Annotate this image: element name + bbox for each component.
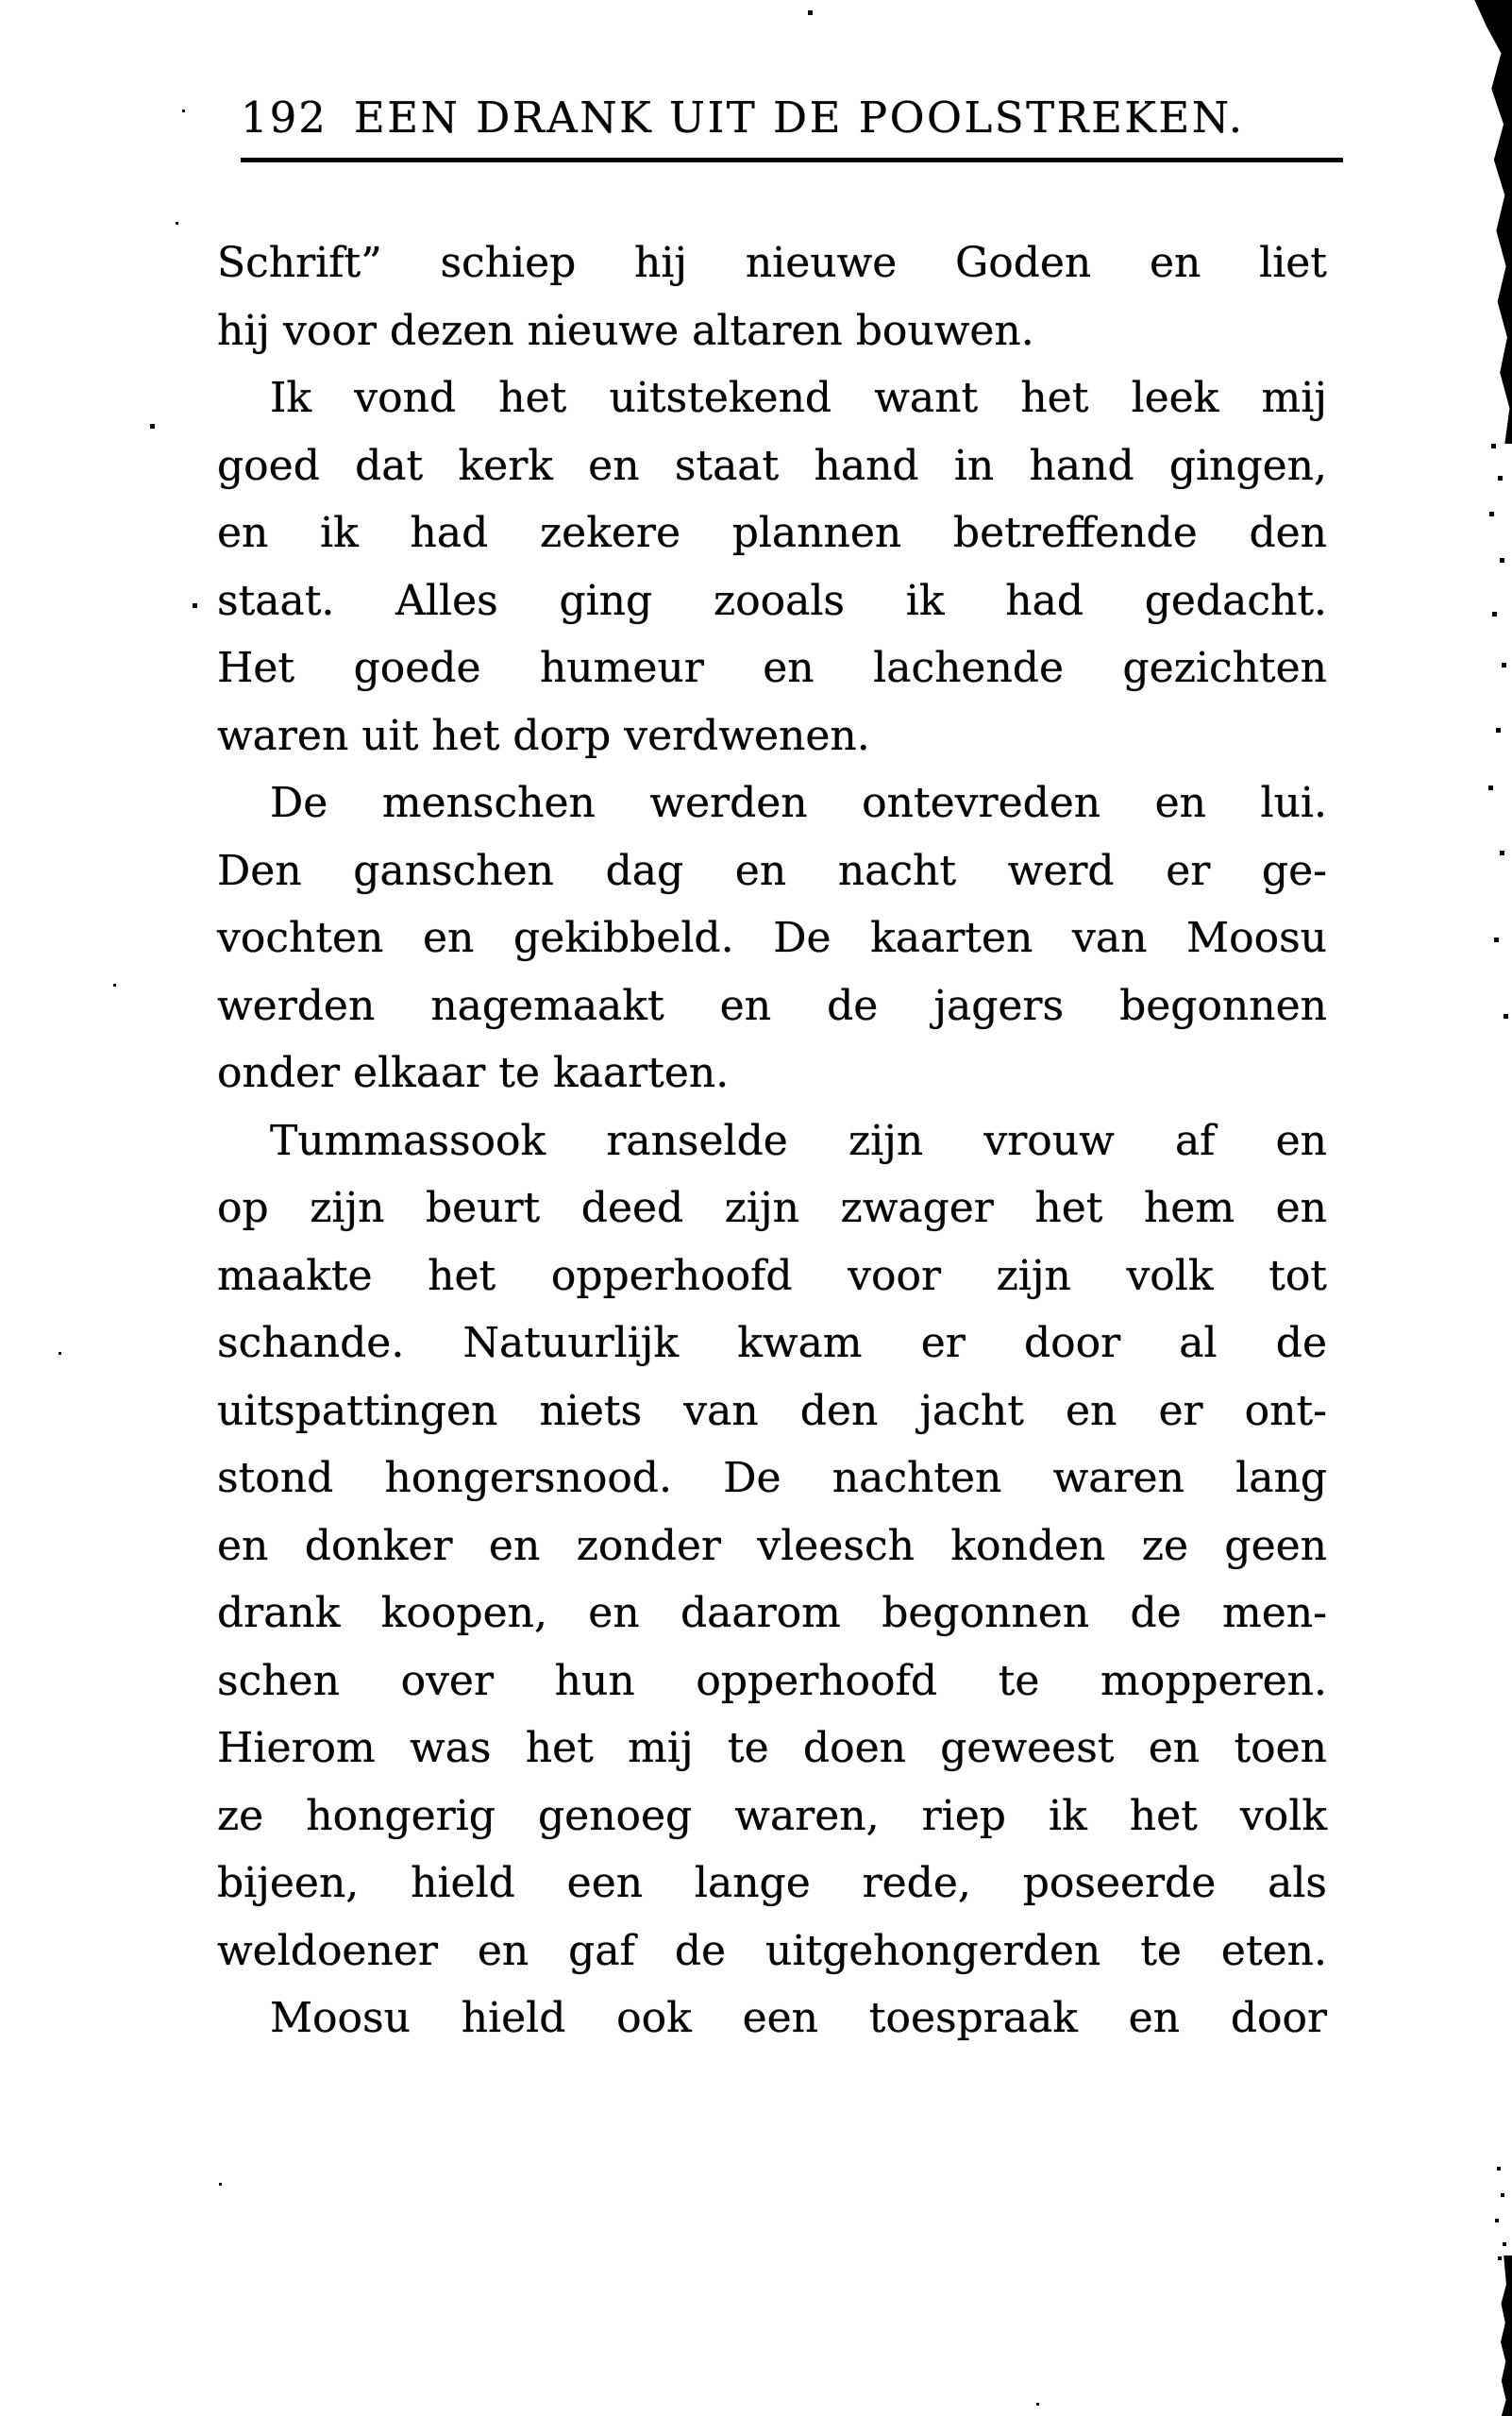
text-line: De menschen werden ontevreden en lui. [270, 779, 1327, 827]
text-line: werden nagemaakt en de jagers begonnen [217, 981, 1327, 1030]
text-line: schande. Natuurlijk kwam er door al de [217, 1319, 1327, 1367]
text-line: hij voor dezen nieuwe altaren bouwen. [217, 306, 1034, 355]
page-number: 192 [241, 93, 328, 143]
text-line: Moosu hield ook een toespraak en door [270, 1994, 1327, 2042]
text-line: waren uit het dorp verdwenen. [217, 711, 870, 760]
page-header [241, 93, 1345, 143]
text-line: Schrift” schiep hij nieuwe Goden en liet [217, 239, 1327, 287]
text-line: drank koopen, en daarom begonnen de men- [217, 1589, 1327, 1637]
text-line: en donker en zonder vleesch konden ze geen [217, 1521, 1327, 1570]
text-line: en ik had zekere plannen betreffende den [217, 509, 1327, 557]
text-line: Den ganschen dag en nacht werd er ge- [217, 846, 1327, 895]
text-line: op zijn beurt deed zijn zwager het hem en [217, 1184, 1327, 1232]
scan-noise-bottom-edge [1497, 2167, 1501, 2171]
header-rule [241, 158, 1343, 162]
text-line: weldoener en gaf de uitgehongerden te eten. [217, 1926, 1327, 1975]
text-line: Hierom was het mij te doen geweest en toen [217, 1724, 1327, 1772]
text-line: staat. Alles ging zooals ik had gedacht. [217, 576, 1327, 625]
text-line: schen over hun opperhoofd te mopperen. [217, 1656, 1327, 1705]
text-line: goed dat kerk en staat hand in hand gingen, [217, 441, 1327, 490]
body-text [217, 229, 1327, 2053]
text-line: Ik vond het uitstekend want het leek mij [270, 374, 1327, 422]
text-line: bijeen, hield een lange rede, poseerde als [217, 1859, 1327, 1907]
text-line: ze hongerig genoeg waren, riep ik het volk [217, 1791, 1327, 1840]
text-line: maakte het opperhoofd voor zijn volk tot [217, 1251, 1327, 1300]
text-line: uitspattingen niets van den jacht en er ont- [217, 1386, 1327, 1435]
text-line: Het goede humeur en lachende gezichten [217, 644, 1327, 692]
scan-noise-dots [0, 0, 3, 3]
scan-edge-artifact-top [1452, 0, 1512, 444]
text-line: Tummassook ranselde zijn vrouw af en [270, 1116, 1327, 1165]
text-line: vochten en gekibbeld. De kaarten van Moosu [217, 914, 1327, 962]
scan-edge-artifact-bottom [1497, 2255, 1512, 2416]
text-line: onder elkaar te kaarten. [217, 1049, 730, 1097]
running-title: EEN DRANK UIT DE POOLSTREKEN. [353, 93, 1245, 143]
text-line: stond hongersnood. De nachten waren lang [217, 1454, 1327, 1502]
scan-noise-right-edge [1491, 444, 1496, 448]
